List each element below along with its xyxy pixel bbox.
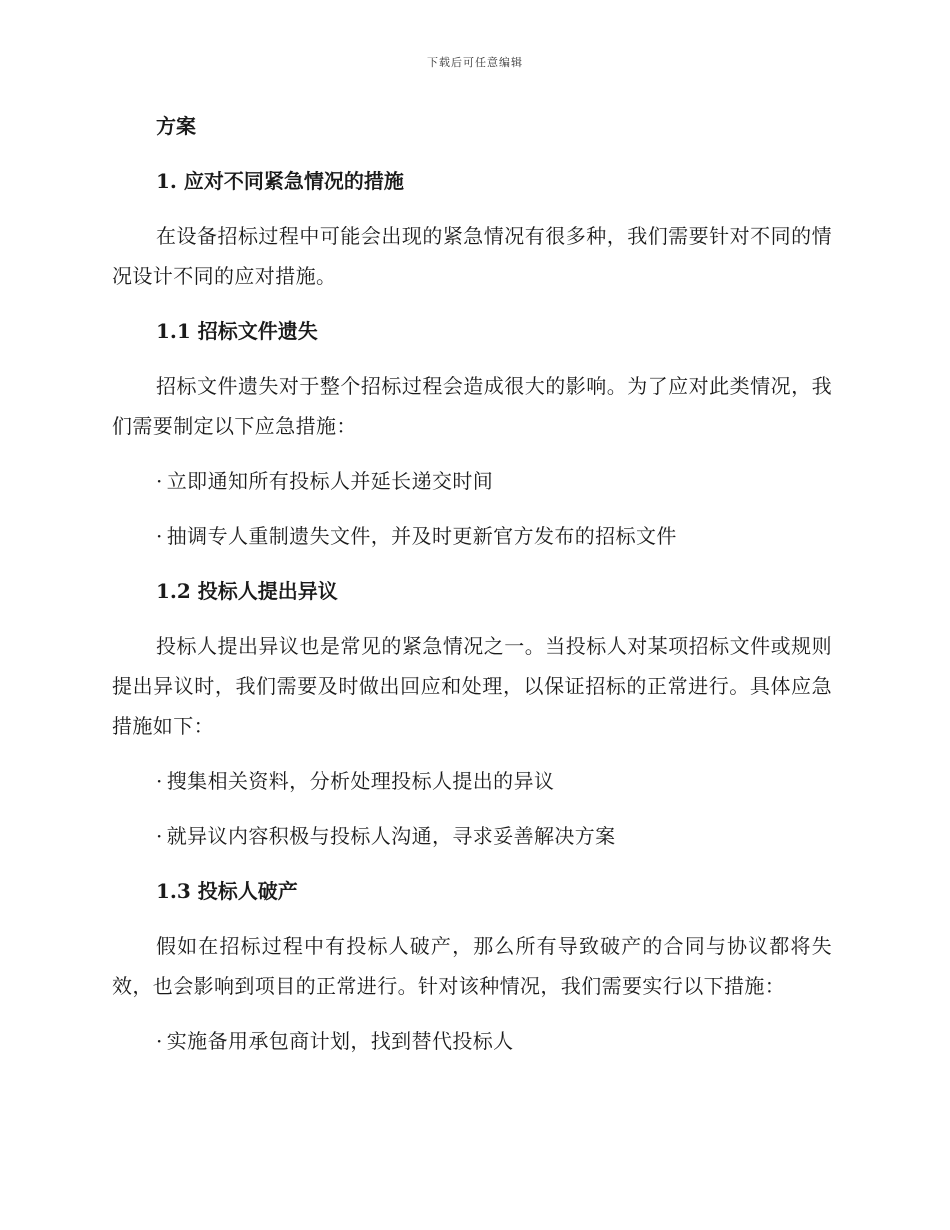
list-item-text: 就异议内容积极与投标人沟通，寻求妥善解决方案 xyxy=(166,824,616,848)
section-1-2-heading: 1.2 投标人提出异议 xyxy=(156,579,338,603)
bullet-icon: · xyxy=(156,469,163,493)
list-item-text: 实施备用承包商计划，找到替代投标人 xyxy=(166,1029,514,1053)
section-1-3-heading: 1.3 投标人破产 xyxy=(156,879,298,903)
bullet-icon: · xyxy=(156,824,163,848)
bullet-icon: · xyxy=(156,769,163,793)
document-title: 方案 xyxy=(156,114,196,138)
section-1-1-heading: 1.1 招标文件遗失 xyxy=(156,319,318,343)
section-1-3-paragraph: 假如在招标过程中有投标人破产，那么所有导致破产的合同与协议都将失效，也会影响到项目的正常进行。针对该种情况，我们需要实行以下措施： xyxy=(112,934,832,998)
list-item-text: 抽调专人重制遗失文件，并及时更新官方发布的招标文件 xyxy=(166,524,677,548)
list-item xyxy=(112,461,832,501)
section-1-heading: 1. 应对不同紧急情况的措施 xyxy=(156,169,404,193)
document-body xyxy=(112,106,832,1076)
bullet-icon: · xyxy=(156,524,163,548)
section-1-1-paragraph: 招标文件遗失对于整个招标过程会造成很大的影响。为了应对此类情况，我们需要制定以下应急措施： xyxy=(112,374,832,438)
list-item xyxy=(112,516,832,556)
list-item-text: 立即通知所有投标人并延长递交时间 xyxy=(166,469,494,493)
bullet-icon: · xyxy=(156,1029,163,1053)
list-item xyxy=(112,1021,832,1061)
section-1-2-paragraph: 投标人提出异议也是常见的紧急情况之一。当投标人对某项招标文件或规则提出异议时，我们需要及时做出回应和处理，以保证招标的正常进行。具体应急措施如下： xyxy=(112,634,832,738)
page-header: 下载后可任意编辑 xyxy=(427,56,523,69)
list-item xyxy=(112,816,832,856)
list-item xyxy=(112,761,832,801)
list-item-text: 搜集相关资料，分析处理投标人提出的异议 xyxy=(166,769,555,793)
section-1-intro: 在设备招标过程中可能会出现的紧急情况有很多种，我们需要针对不同的情况设计不同的应对措施。 xyxy=(112,224,832,288)
